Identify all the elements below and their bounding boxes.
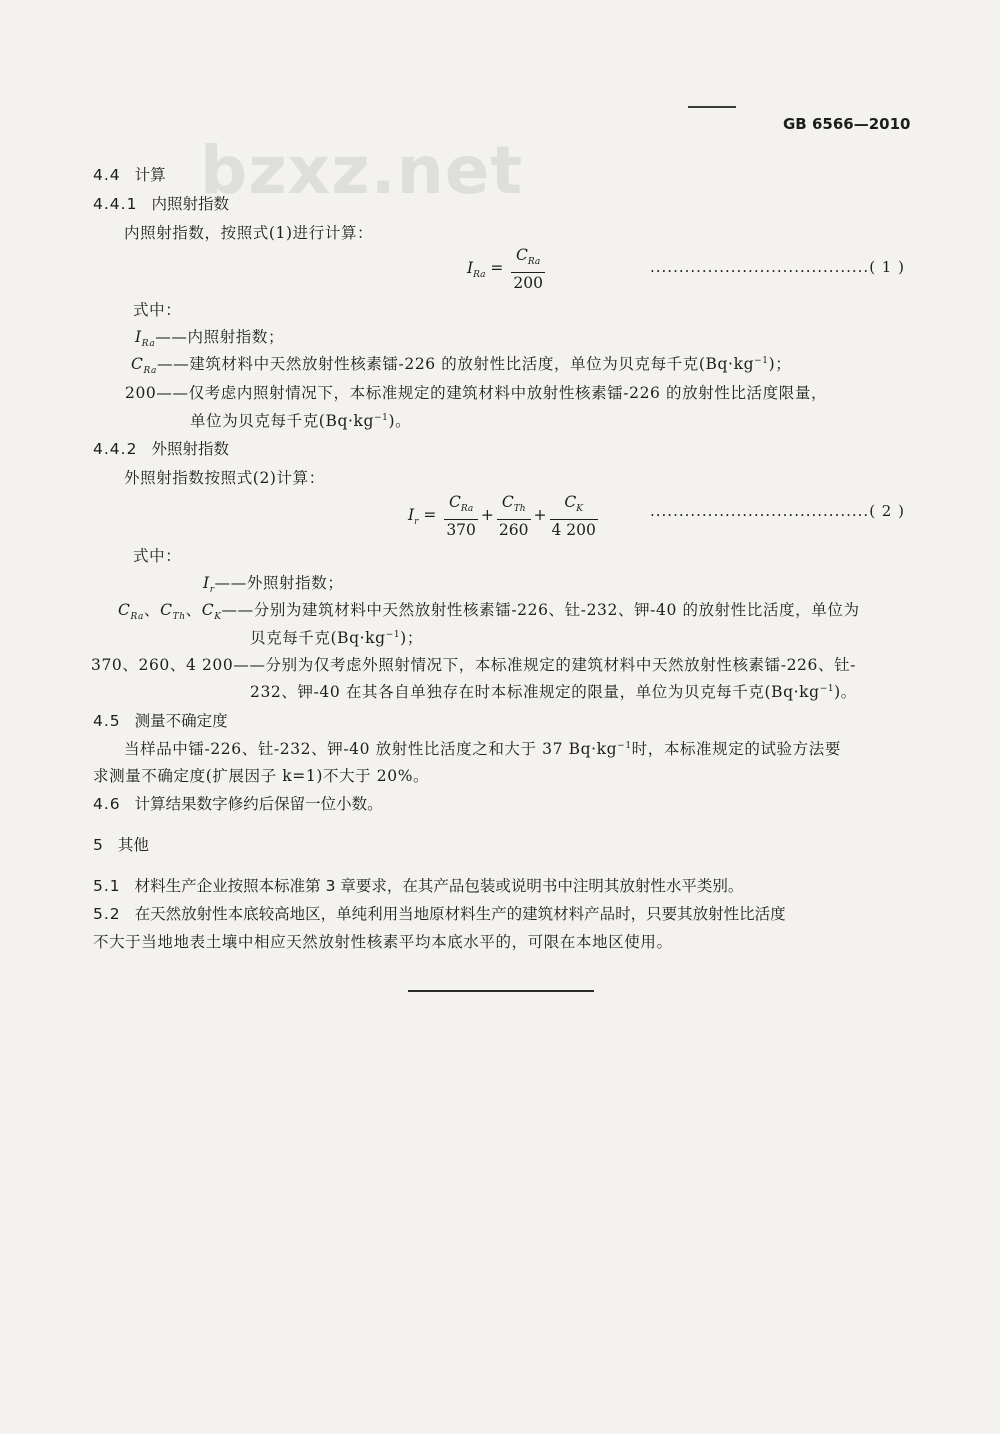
denominator: 200: [513, 274, 543, 293]
standard-number: GB 6566—2010: [783, 115, 911, 133]
definition-c-ra: $C_{Ra}——$建筑材料中天然放射性核素镭-226 的放射性比活度，单位为贝克每千克$(Bq\cdot kg^{-1})$；: [131, 355, 792, 377]
section-4-5-heading: [93, 709, 228, 731]
plus-sign: +: [480, 506, 494, 525]
definition-c-ra-th-k: $C_{Ra}$、$C_{Th}$、$C_K——$分别为建筑材料中天然放射性核素镭-226、钍-232、钾-40 的放射性比活度，单位为: [118, 601, 860, 623]
definition-200: 200——仅考虑内照射情况下，本标准规定的建筑材料中放射性核素镭-226 的放射性比活度限量，: [125, 384, 828, 402]
chapter-number: 5: [93, 836, 104, 854]
section-4-5-para-line2: 求测量不确定度(扩展因子 k=1)不大于 20%。: [93, 767, 430, 785]
definition-i-ra: $I_{Ra}——$内照射指数；: [135, 328, 285, 350]
definition-limits: 370、260、4 200——分别为仅考虑外照射情况下，本标准规定的建筑材料中天然放射性核素镭-226、钍-: [91, 656, 857, 674]
section-4-5-para-line1: 当样品中镭-226、钍-232、钾-40 放射性比活度之和大于 37 $Bq\cdot kg^{-1}$时，本标准规定的试验方法要: [124, 740, 841, 758]
section-4-4-1-heading: [93, 192, 229, 214]
section-text: 计算结果数字修约后保留一位小数。: [134, 795, 383, 813]
numerator: $C_{Ra}$: [444, 492, 478, 520]
denominator: 4 200: [551, 521, 596, 540]
plus-sign: +: [533, 506, 547, 525]
chapter-title: 其他: [117, 836, 149, 854]
where-label: 式中：: [133, 301, 182, 319]
formula-2-leader: ......................................( 2 ): [650, 502, 905, 520]
section-text: 材料生产企业按照本标准第 3 章要求，在其产品包装或说明书中注明其放射性水平类别。: [134, 877, 744, 895]
section-4-4-1-intro: 内照射指数，按照式(1)进行计算：: [124, 224, 374, 242]
section-4-4-2-heading: [93, 437, 229, 459]
header-mark: [688, 106, 736, 108]
definition-200-line2: 单位为贝克每千克$(Bq\cdot kg^{-1})$。: [190, 412, 412, 430]
fraction-ra: [444, 492, 478, 540]
section-5-2: [93, 902, 786, 924]
watermark: bzxz.net: [200, 132, 524, 209]
equation-number: ( 2 ): [869, 502, 905, 520]
numerator: $C_K$: [550, 492, 598, 520]
fraction-k: [550, 492, 598, 540]
formula-lhs: $I_r$: [408, 506, 419, 528]
section-number: 4.6: [93, 795, 121, 813]
section-4-4-2-intro: 外照射指数按照式(2)计算：: [124, 469, 325, 487]
section-title: 计算: [134, 166, 166, 184]
chapter-5-heading: [93, 833, 149, 855]
denominator: 370: [446, 521, 476, 540]
section-number: 4.4: [93, 166, 121, 184]
section-number: 5.2: [93, 905, 121, 923]
definition-limits-line2: 232、钾-40 在其各自单独存在时本标准规定的限量，单位为贝克每千克$(Bq\cdot kg^{-1})$。: [250, 683, 857, 701]
section-number: 5.1: [93, 877, 121, 895]
section-5-1: [93, 874, 743, 896]
equals-sign: =: [490, 259, 504, 278]
section-title: 测量不确定度: [134, 712, 228, 730]
definition-i-r: $I_r——$外照射指数；: [203, 574, 344, 596]
equation-number: ( 1 ): [869, 258, 905, 276]
numerator: $C_{Ra}$: [511, 245, 545, 273]
section-title: 外照射指数: [151, 440, 229, 458]
section-number: 4.4.1: [93, 195, 138, 213]
section-4-6: [93, 792, 383, 814]
section-text: 在天然放射性本底较高地区，单纯利用当地原材料生产的建筑材料产品时，只要其放射性比活度: [134, 905, 786, 923]
formula-1-leader: ......................................( 1 ): [650, 258, 905, 276]
numerator: $C_{Th}$: [497, 492, 531, 520]
formula-lhs: $I_{Ra}$: [467, 259, 486, 281]
section-number: 4.5: [93, 712, 121, 730]
definition-c-line2: 贝克每千克$(Bq\cdot kg^{-1})$；: [250, 629, 423, 647]
denominator: 260: [498, 521, 529, 540]
section-4-4-heading: [93, 163, 166, 185]
formula-1: [467, 245, 548, 293]
fraction-th: [497, 492, 531, 540]
equals-sign: =: [423, 506, 437, 525]
end-rule: [408, 990, 594, 992]
section-title: 内照射指数: [151, 195, 229, 213]
fraction: [511, 245, 545, 293]
formula-2: [408, 492, 601, 540]
section-number: 4.4.2: [93, 440, 138, 458]
where-label: 式中：: [133, 547, 182, 565]
section-5-2-line2: 不大于当地地表土壤中相应天然放射性核素平均本底水平的，可限在本地区使用。: [93, 933, 673, 951]
